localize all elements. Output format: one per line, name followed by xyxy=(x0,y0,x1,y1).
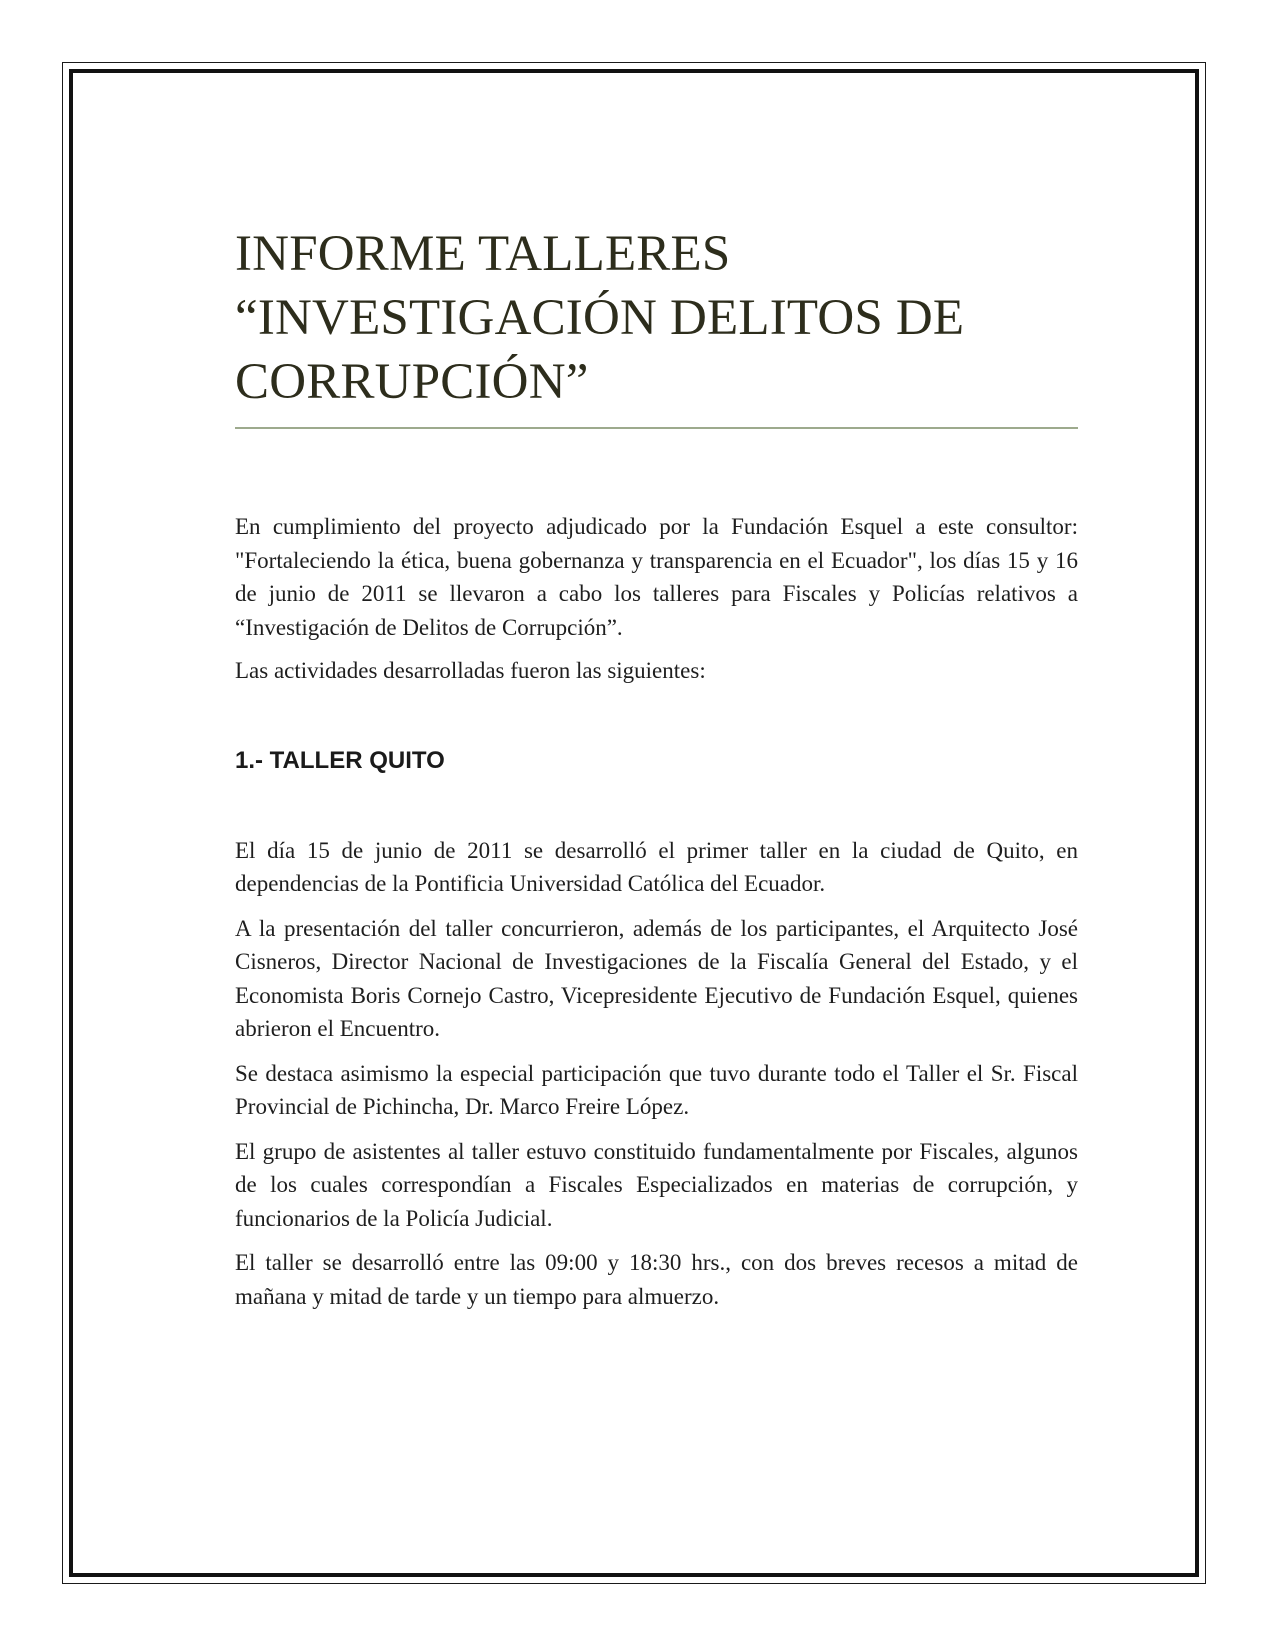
title-line-2: “INVESTIGACIÓN DELITOS DE xyxy=(235,290,965,346)
section-paragraph-4: El grupo de asistentes al taller estuvo constituido fundamentalmente por Fiscales, algunos de los cuales correspondían a Fiscales Especializados en materias de corrupción, y funcionarios de la Policía Judicial. xyxy=(235,1138,1078,1231)
title-divider xyxy=(235,427,1078,429)
section-paragraph-1: El día 15 de junio de 2011 se desarrolló el primer taller en la ciudad de Quito, en dependencias de la Pontificia Universidad Católica del Ecuador. xyxy=(235,837,1078,896)
activities-intro: Las actividades desarrolladas fueron las siguientes: xyxy=(235,658,706,683)
document-title xyxy=(235,222,1078,414)
title-line-1: INFORME TALLERES xyxy=(235,226,731,282)
section-paragraph-2: A la presentación del taller concurrieron, además de los participantes, el Arquitecto José Cisneros, Director Nacional de Investigaciones de la Fiscalía General del Estado, y el Economista Boris Cornejo Castro, Vicepresidente Ejecutivo de Fundación Esquel, quienes abrieron el Encuentro. xyxy=(235,915,1078,1041)
intro-paragraph: En cumplimiento del proyecto adjudicado por la Fundación Esquel a este consultor: "Fortaleciendo la ética, buena gobernanza y transparencia en el Ecuador", los días 15 y 16 de junio de 2011 se llevaron a cabo los talleres para Fiscales y Policías relativos a “Investigación de Delitos de Corrupción”. xyxy=(235,514,1078,640)
section-paragraph-3: Se destaca asimismo la especial participación que tuvo durante todo el Taller el Sr. Fiscal Provincial de Pichincha, Dr. Marco Freire López. xyxy=(235,1060,1078,1119)
title-line-3: CORRUPCIÓN” xyxy=(235,354,589,410)
section-paragraph-5: El taller se desarrolló entre las 09:00 y 18:30 hrs., con dos breves recesos a mitad de mañana y mitad de tarde y un tiempo para almuerzo. xyxy=(235,1250,1078,1309)
section-heading: 1.- TALLER QUITO xyxy=(235,746,445,774)
document-body xyxy=(235,222,1078,1313)
